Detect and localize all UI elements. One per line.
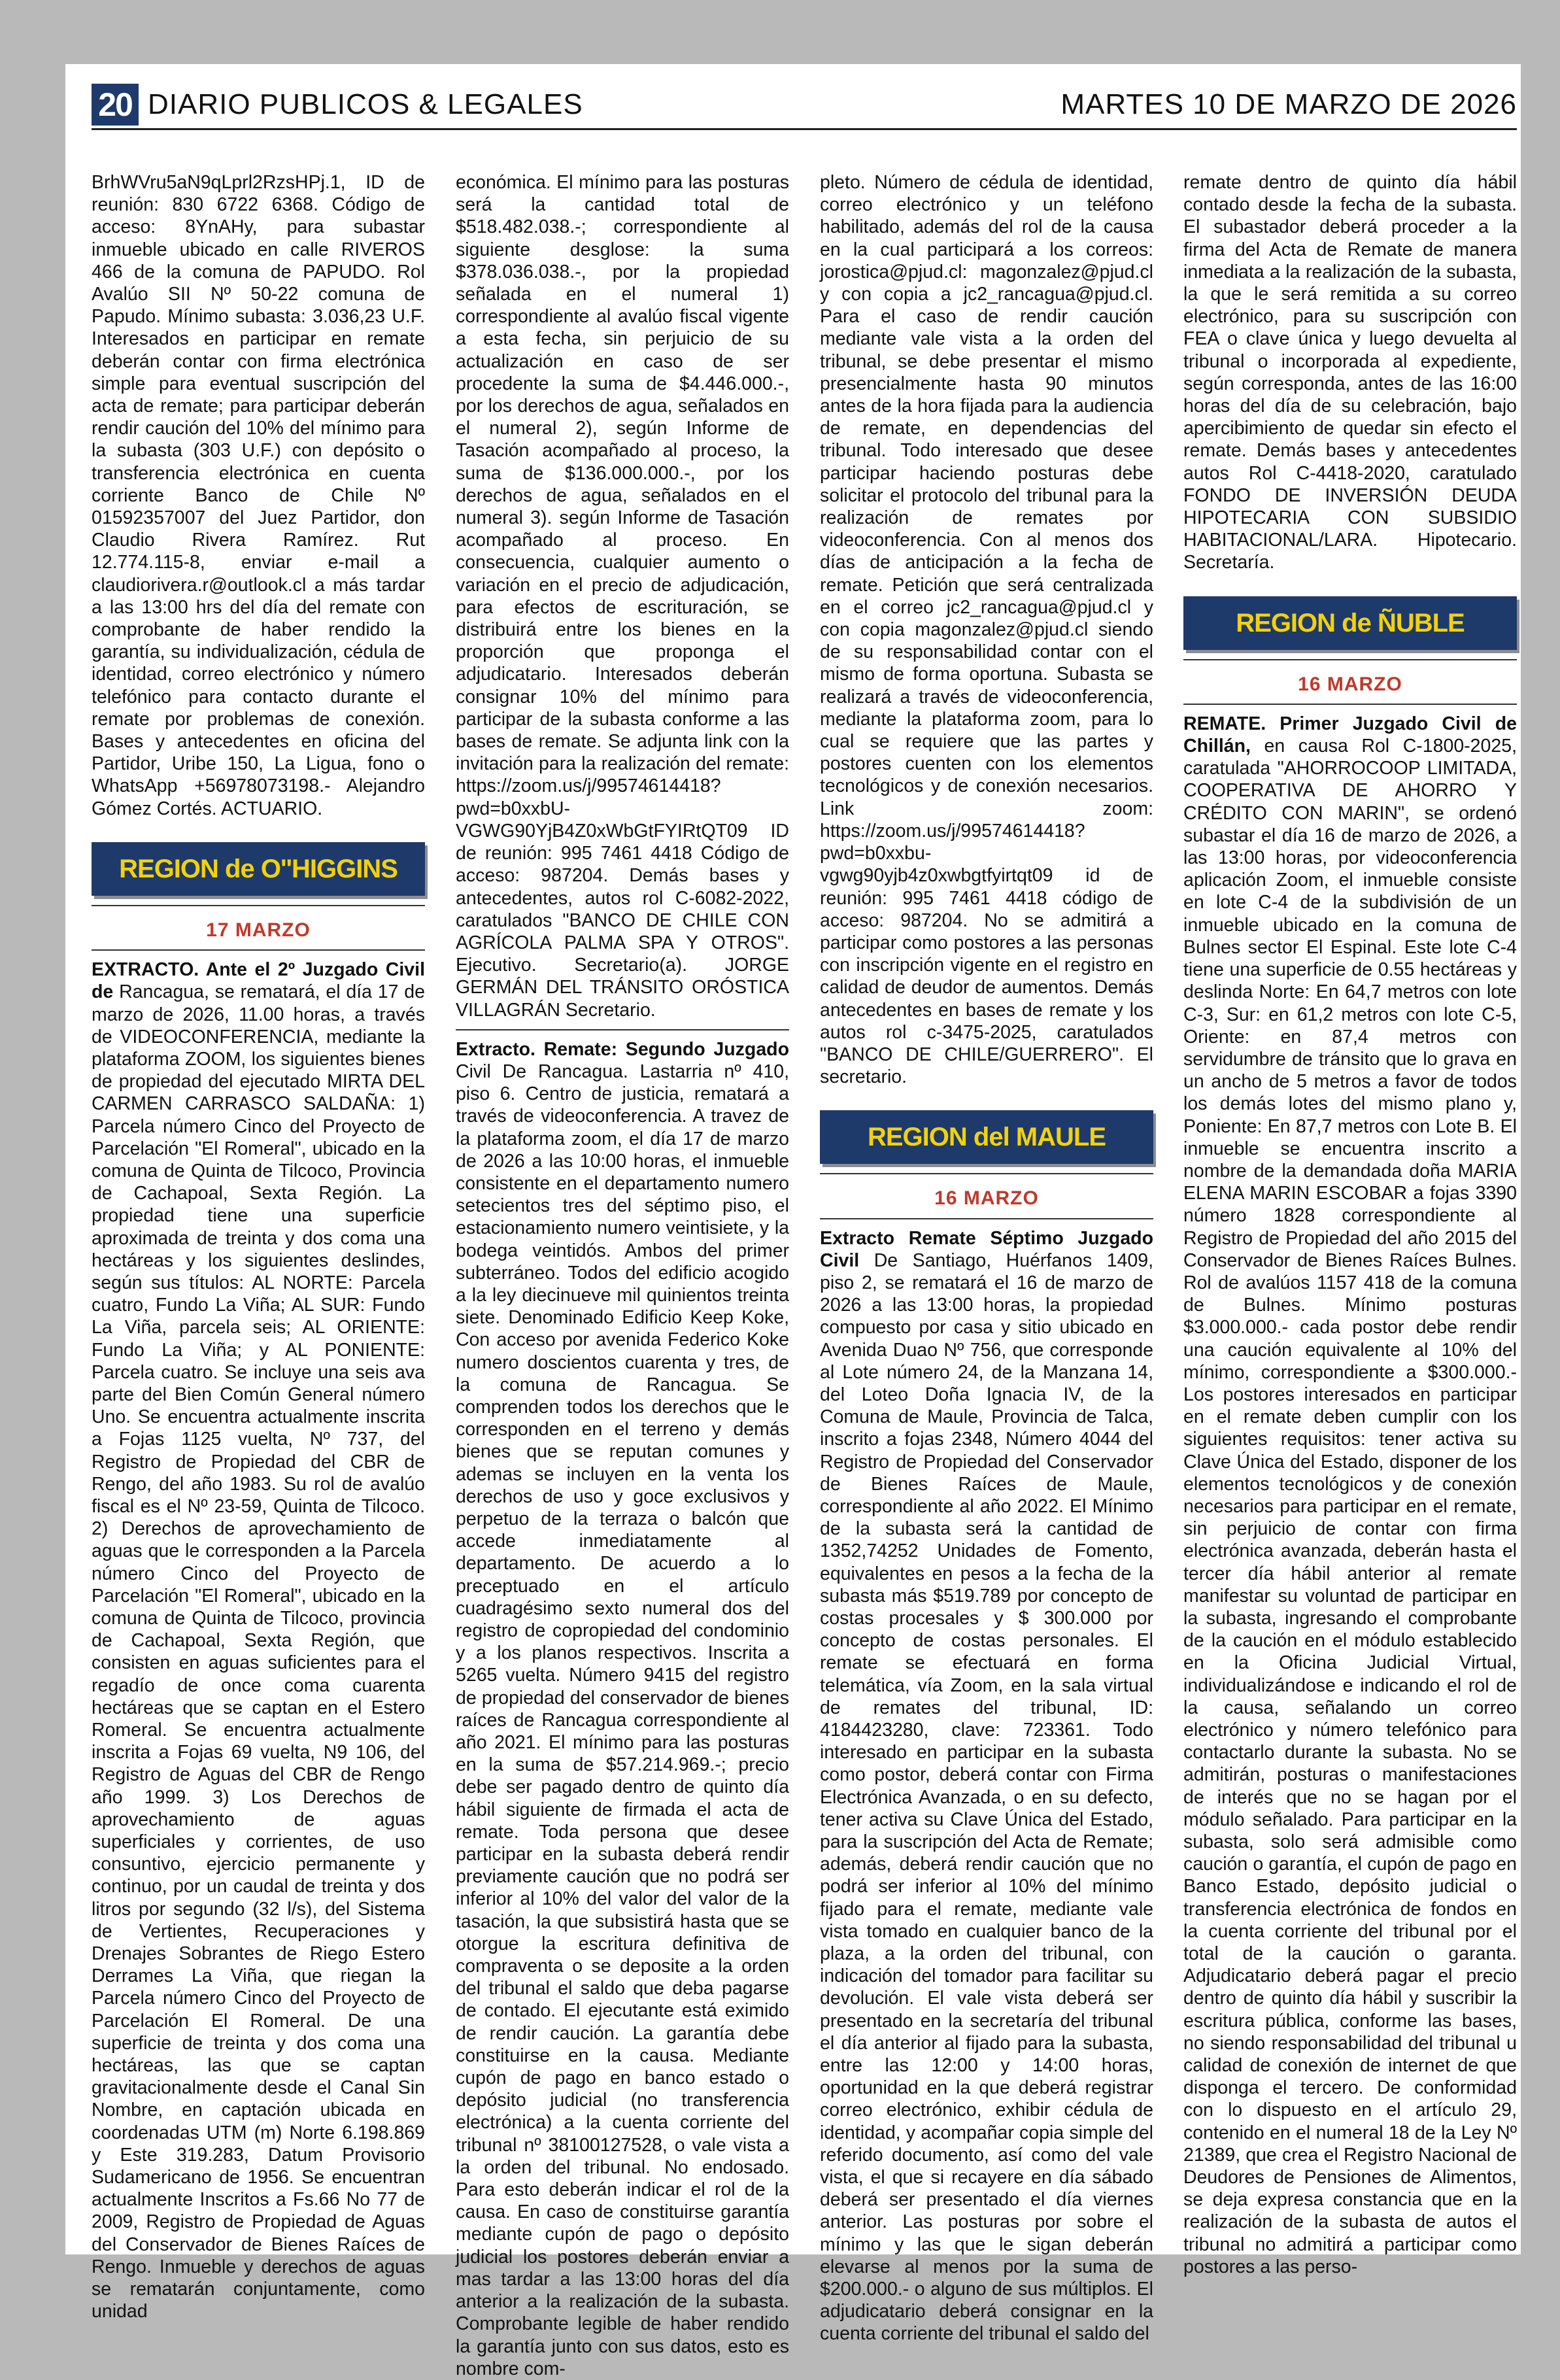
region-banner-maule (820, 1110, 1153, 1164)
notice-lead: REMATE. Primer Juzgado Civil de Chillán, (1183, 713, 1517, 757)
notice-lead: Extracto. Remate: Segundo Juzgado (456, 1038, 789, 1060)
divider (1183, 704, 1517, 705)
region-banner-label: REGION de O''HIGGINS (119, 854, 398, 883)
divider (92, 949, 425, 951)
auction-date: 17 MARZO (206, 919, 311, 941)
auction-date: 16 MARZO (934, 1187, 1039, 1210)
header-divider (92, 128, 1517, 130)
legal-notice (820, 1227, 1153, 2345)
legal-notice (456, 1038, 789, 2380)
divider (1183, 659, 1517, 660)
region-banner-nuble (1183, 596, 1517, 650)
auction-date: 16 MARZO (1298, 673, 1402, 695)
notice-lead: EXTRACTO. Ante el 2º Juzgado Civil de (92, 959, 425, 1003)
column-2 (456, 171, 789, 2379)
region-banner-label: REGION del MAULE (867, 1123, 1106, 1152)
notice-body: Rancagua, se rematará, el día 17 de marzo de 2026, 11.00 horas, a través de VIDEOCONFERENCIA, mediante la plataforma ZOOM, los siguientes bienes de propiedad del ejecutado MIRTA DEL CARMEN CARRASCO SALDAÑA: 1) Parcela número Cinco del Proyecto de Parcelación "El Romeral", ubicado en la comuna de Quinta de Tilcoco, Provincia de Cachapoal, Sexta Región. La propiedad tiene una superficie aproximada de treinta y dos coma una hectáreas y los siguientes deslindes, según sus títulos: AL NORTE: Parcela cuatro, Fundo La Viña; AL SUR: Fundo La Viña, parcela seis; AL ORIENTE: Fundo La Viña; y AL PONIENTE: Parcela cuatro. Se incluye una seis ava parte del Bien Común General número Uno. Se encuentra actualmente inscrita a Fojas 1125 vuelta, Nº 737, del Registro de Propiedad del CBR de Rengo, del año 1983. Su rol de avalúo fiscal es el Nº 23-59, Quinta de Tilcoco. 2) Derechos de aprovechamiento de aguas que le corresponden a la Parcela número Cinco del Proyecto de Parcelación "El Romeral", ubicado en la comuna de Quinta de Tilcoco, provincia de Cachapoal, Sexta Región, que consisten en aguas suficientes para el regadío de once coma cuarenta hectáreas que se captan en el Estero Romeral. Se encuentra actualmente inscrita a Fojas 69 vuelta, N9 106, del Registro de Aguas del CBR de Rengo año 1999. 3) Los Derechos de aprovechamiento de aguas superficiales y corrientes, de uso consuntivo, ejercicio permanente y continuo, por un caudal de treinta y dos litros por segundo (32 l/s), del Sistema de Vertientes, Recuperaciones y Drenajes Sobrantes de Riego Estero Derrames La Viña, que riegan la Parcela número Cinco del Proyecto de Parcelación El Romeral. De una superficie de treinta y dos coma una hectáreas, las que se captan gravitacionalmente desde el Canal Sin Nombre, en captación ubicada en coordenadas UTM (m) Norte 6.198.869 y Este 319.283, Datum Provisorio Sudamericano de 1956. Se encuentran actualmente Inscritos a Fs.66 No 77 de 2009, Registro de Propiedad de Aguas del Conservador de Bienes Raíces de Rengo. Inmueble y derechos de aguas se rematarán conjuntamente, como unidad (92, 981, 425, 2322)
notice-body: De Santiago, Huérfanos 1409, piso 2, se rematará el 16 de marzo de 2026 a las 13:00 horas, la propiedad compuesto por casa y sitio ubicado en Avenida Duao Nº 756, que corresponde al Lote número 24, de la Manzana 14, del Loteo Doña Ignacia IV, de la Comuna de Maule, Provincia de Talca, inscrito a fojas 2348, Número 4044 del Registro de Propiedad del Conservador de Bienes Raíces de Maule, correspondiente al año 2022. El Mínimo de la subasta será la cantidad de 1352,74252 Unidades de Fomento, equivalentes en pesos a la fecha de la subasta más $519.789 por concepto de costas procesales y $ 300.000 por concepto de costas personales. El remate se efectuará en forma telemática, vía Zoom, en la sala virtual de remates del tribunal, ID: 4184423280, clave: 723361. Todo interesado en participar en la subasta como postor, deberá contar con Firma Electrónica Avanzada, o en su defecto, tener activa su Clave Única del Estado, para la suscripción del Acta de Remate; además, deberá rendir caución que no podrá ser inferior al 10% del mínimo fijado para el remate, mediante vale vista tomado en cualquier banco de la plaza, a la orden del tribunal, con indicación del tomador para facilitar su devolución. El vale vista deberá ser presentado en la secretaría del tribunal el día anterior al fijado para la subasta, entre las 12:00 y 14:00 horas, oportunidad en la que deberá registrar correo electrónico, exhibir cédula de identidad, y acompañar copia simple del referido documento, así como del vale vista, el que si recayere en día sábado deberá ser presentado el día viernes anterior. Las posturas por sobre el mínimo y las que le sigan deberán elevarse al menos por la suma de $200.000.- o alguno de sus múltiplos. El adjudicatario deberá consignar en la cuenta corriente del tribunal el saldo del (820, 1250, 1153, 2345)
legal-notice (1183, 713, 1517, 2278)
notice-continuation: BrhWVru5aN9qLprl2RzsHPj.1, ID de reunión: 830 6722 6368. Código de acceso: 8YnAHy, para subastar inmueble ubicado en calle RIVEROS 466 de la comuna de PAPUDO. Rol Avalúo SII Nº 50-22 comuna de Papudo. Mínimo subasta: 3.036,23 U.F. Interesados en participar en remate deberán contar con firma electrónica simple para eventual suscripción del acta de remate; para participar deberán rendir caución del 10% del mínimo para la subasta (303 U.F.) con depósito o transferencia electrónica en cuenta corriente Banco de Chile Nº 01592357007 del Juez Partidor, don Claudio Rivera Ramírez. Rut 12.774.115-8, enviar e-mail a claudiorivera.r@outlook.cl a más tardar a las 13:00 hrs del día del remate con comprobante de haber rendido la garantía, su individualización, cédula de identidad, correo electrónico y número telefónico para contacto durante el remate por problemas de conexión. Bases y antecedentes en oficina del Partidor, Uribe 150, La Ligua, fono o WhatsApp +56978073198.- Alejandro Gómez Cortés. ACTUARIO. (92, 172, 425, 819)
notice-body: Civil De Rancagua. Lastarria nº 410, piso 6. Centro de justicia, rematará a través de videoconferencia. A travez de la plataforma zoom, el día 17 de marzo de 2026 a las 10:00 horas, el inmueble consistente en el departamento numero setecientos tres del séptimo piso, el estacionamiento numero veintisiete, y la bodega veintidós. Ambos del primer subterráneo. Todos del edificio acogido a la ley diecinueve mil quinientos treinta siete. Denominado Edificio Keep Koke, Con acceso por avenida Federico Koke numero doscientos cuarenta y tres, de la comuna de Rancagua. Se comprenden todos los derechos que le corresponden en el terreno y demás bienes que se reputan comunes y ademas se incluyen en la venta los derechos de uso y goce exclusivos y perpetuo de la terraza o balcón que accede inmediatamente al departamento. De acuerdo a lo preceptuado en el artículo cuadragésimo sexto numeral dos del registro de copropiedad del condominio y a los planos respectivos. Inscrita a 5265 vuelta. Número 9415 del registro de propiedad del conservador de bienes raíces de Rancagua correspondiente al año 2021. El mínimo para las posturas en la suma de $57.214.969.-; precio debe ser pagado dentro de quinto día hábil siguiente de firmada el acta de remate. Toda persona que desee participar en la subasta deberá rendir previamente caución que no podrá ser inferior al 10% del valor del valor de la tasación, la que subsistirá hasta que se otorgue la escritura definitiva de compraventa o se deposite a la orden del tribunal el saldo que deba pagarse de contado. El ejecutante está eximido de rendir caución. La garantía debe constituirse en la causa. Mediante cupón de pago en banco estado o depósito judicial (no transferencia electrónica) a la cuenta corriente del tribunal nº 38100127528, o vale vista a la orden del tribunal. No endosado. Para esto deberán indicar el rol de la causa. En caso de constituirse garantía mediante cupón de pago o depósito judicial los postores deberán enviar a mas tardar a las 13:00 horas del día anterior a la realización de la subasta. Comprobante legible de haber rendido la garantía junto con sus datos, esto es nombre com- (456, 1061, 789, 2379)
divider (92, 905, 425, 906)
notice-body: en causa Rol C-1800-2025, caratulada "AHORROCOOP LIMITADA, COOPERATIVA DE AHORRO Y CRÉDITO CON MARIN", se ordenó subastar el día 16 de marzo de 2026, a las 13:00 horas, por videoconferencia aplicación Zoom, el inmueble consiste en lote C-4 de la subdivisión de un inmueble ubicado en la comuna de Bulnes sector El Espinal. Este lote C-4 tiene una superficie de 0.55 hectáreas y deslinda Norte: En 64,7 metros con lote C-3, Sur: en 61,2 metros con lote C-5, Oriente: en 87,4 metros con servidumbre de tránsito que lo grava en un ancho de 5 metros a favor de todos los demás lotes del mismo plano y, Poniente: En 87,7 metros con Lote B. El inmueble se encuentra inscrito a nombre de la demandada doña MARIA ELENA MARIN ESCOBAR a fojas 3390 número 1828 correspondiente al Registro de Propiedad del año 2015 del Conservador de Bienes Raíces Bulnes. Rol de avalúos 1157 418 de la comuna de Bulnes. Mínimo posturas $3.000.000.- cada postor debe rendir una caución equivalente al 10% del mínimo, correspondiente a $300.000.- Los postores interesados en participar en el remate deben cumplir con los siguientes requisitos: tener activa su Clave Única del Estado, disponer de los elementos tecnológicos y de conexión necesarios para participar en el remate, sin perjuicio de contar con firma electrónica avanzada, deberán hasta el tercer día hábil anterior al remate manifestar su voluntad de participar en la subasta, ingresando el comprobante de la caución en el módulo establecido en la Oficina Judicial Virtual, individualizándose e indicando el rol de la causa, señalando un correo electrónico y número telefónico para contactarlo durante la subasta. No se admitirán, posturas o manifestaciones de interés que no se hagan por el módulo señalado. Para participar en la subasta, solo será admisible como caución o garantía, el cupón de pago en Banco Estado, depósito judicial o transferencia electrónica de fondos en la cuenta corriente del tribunal por el total de la caución o garanta. Adjudicatario deberá pagar el precio dentro de quinto día hábil y suscribir la escritura pública, conforme las bases, no siendo responsabilidad del tribunal u calidad de conexión de internet de que disponga el tercero. De conformidad con lo dispuesto en el artículo 29, contenido en el numeral 18 de la Ley Nº 21389, que crea el Registro Nacional de Deudores de Pensiones de Alimentos, se deja expresa constancia que en la realización de la subasta de autos el tribunal no admitirá a participar como postores a las perso- (1183, 736, 1517, 2277)
column-4 (1183, 171, 1517, 2277)
page-header (92, 84, 1517, 126)
legal-notice (92, 959, 425, 2322)
region-banner-label: REGION de ÑUBLE (1236, 608, 1465, 638)
notice-continuation: pleto. Número de cédula de identidad, correo electrónico y un teléfono habilitado, además del rol de la causa en la cual participará a los correos: jorostica@pjud.cl: magonzalez@pjud.cl y con copia a jc2_rancagua@pjud.cl. Para el caso de rendir caución mediante vale vista a la orden del tribunal, se debe presentar el mismo presencialmente hasta 90 minutos antes de la hora fijada para la audiencia de remate, en dependencias del tribunal. Todo interesado que desee participar haciendo posturas debe solicitar el protocolo del tribunal para la realización de remates por videoconferencia. Con al menos dos días de anticipación a la fecha de remate. Petición que será centralizada en el correo jc2_rancagua@pjud.cl y con copia magonzalez@pjud.cl siendo de su responsabilidad contar con el mismo de forma oportuna. Subasta se realizará a través de videoconferencia, mediante la plataforma zoom, para lo cual se requiere que las partes y postores cuenten con los elementos tecnológicos y de conexión necesarios. Link zoom: https://zoom.us/j/99574614418?pwd=b0xxbu-vgwg90yjb4z0xwbgtfyirtqt09 id de reunión: 995 7461 4418 código de acceso: 987204. No se admitirá a participar como postores a las personas con inscripción vigente en el registro en calidad de deudor de aumentos. Demás antecedentes en bases de remate y los autos rol c-3475-2025, caratulados "BANCO DE CHILE/GUERRERO". El secretario. (820, 172, 1153, 1088)
column-3 (820, 171, 1153, 2345)
divider (820, 1218, 1153, 1219)
page-number: 20 (92, 84, 139, 126)
publication-date: MARTES 10 DE MARZO DE 2026 (1060, 88, 1517, 120)
notice-continuation: remate dentro de quinto día hábil contado desde la fecha de la subasta. El subastador deberá proceder a la firma del Acta de Remate de manera inmediata a la realización de la subasta, la que le será remitida a su correo electrónico, para su suscripción con FEA o clave única y luego devuelta al tribunal o incorporada al expediente, según corresponda, antes de las 16:00 horas del día de su celebración, bajo apercibimiento de quedar sin efecto el remate. Demás bases y antecedentes autos Rol C-4418-2020, caratulado FONDO DE INVERSIÓN DEUDA HIPOTECARIA CON SUBSIDIO HABITACIONAL/LARA. Hipotecario. Secretaría. (1183, 172, 1517, 573)
notice-lead: Extracto Remate Séptimo Juzgado Civil (820, 1227, 1153, 1271)
publication-name: DIARIO PUBLICOS & LEGALES (148, 88, 583, 120)
divider (456, 1029, 789, 1030)
notice-continuation: económica. El mínimo para las posturas será la cantidad total de $518.482.038.-; correspondiente al siguiente desglose: la suma $378.036.038.-, por la propiedad señalada en el numeral 1) correspondiente al avalúo fiscal vigente a esta fecha, sin perjuicio de su actualización en caso de ser procedente la suma de $4.446.000.-, por los derechos de agua, señalados en el numeral 2), según Informe de Tasación acompañado al proceso, la suma de $136.000.000.-, por los derechos de agua, señalados en el numeral 3). según Informe de Tasación acompañado al proceso. En consecuencia, cualquier aumento o variación en el precio de adjudicación, para efectos de escrituración, se distribuirá entre los bienes en la proporción que proponga el adjudicatario. Interesados deberán consignar 10% del mínimo para participar de la subasta conforme a las bases de remate. Se adjunta link con la invitación para la realización del remate: https://zoom.us/j/99574614418?pwd=b0xxbU-VGWG90YjB4Z0xWbGtFYIRtQT09 ID de reunión: 995 7461 4418 Código de acceso: 987204. Demás bases y antecedentes, autos rol C-6082-2022, caratulados "BANCO DE CHILE CON AGRÍCOLA PALMA SPA Y OTROS". Ejecutivo. Secretario(a). JORGE GERMÁN DEL TRÁNSITO ORÓSTICA VILLAGRÁN Secretario. (456, 172, 789, 1021)
column-1 (92, 171, 425, 2322)
region-banner-ohiggins (92, 842, 425, 896)
divider (820, 1173, 1153, 1174)
